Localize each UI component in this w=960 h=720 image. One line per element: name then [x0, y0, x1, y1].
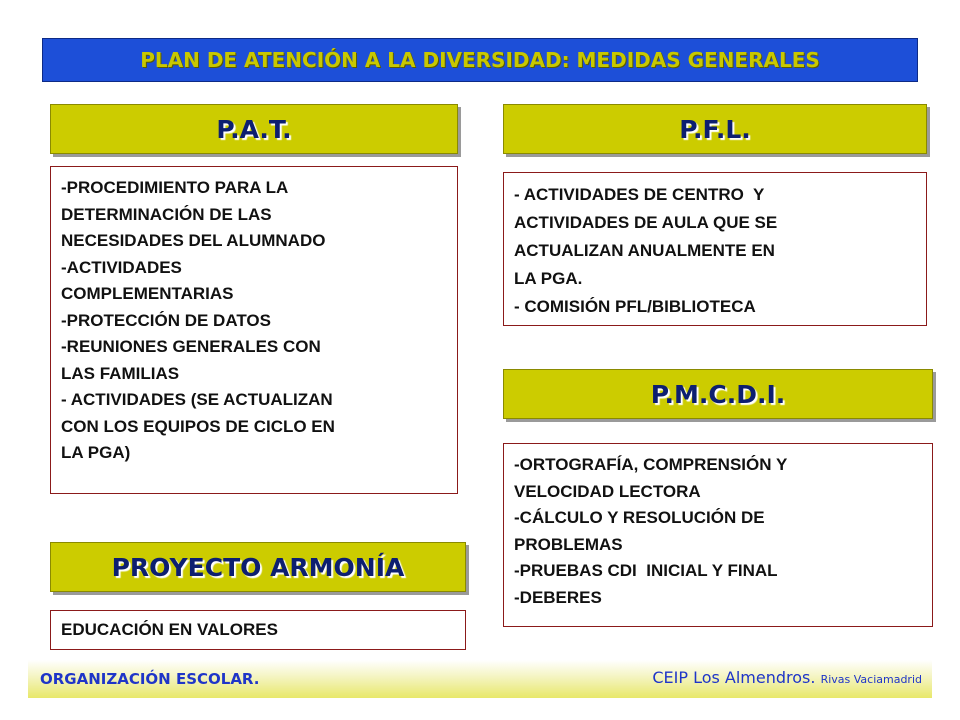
pmcdi-line: -DEBERES — [514, 587, 602, 607]
pat-line: -REUNIONES GENERALES CON — [61, 337, 321, 356]
pfl-heading: P.F.L. — [679, 114, 751, 144]
pat-line: - ACTIVIDADES (SE ACTUALIZAN — [61, 390, 333, 409]
slide-title: PLAN DE ATENCIÓN A LA DIVERSIDAD: MEDIDAS GENERALES — [140, 48, 820, 72]
footer-left-text: ORGANIZACIÓN ESCOLAR. — [40, 670, 260, 688]
pat-line: LA PGA) — [61, 443, 131, 462]
pfl-line: LA PGA. — [514, 269, 583, 288]
armonia-line: EDUCACIÓN EN VALORES — [61, 620, 278, 639]
pmcdi-line: -PRUEBAS CDI INICIAL Y FINAL — [514, 561, 778, 580]
pat-heading-box — [50, 104, 458, 154]
pat-line: -ACTIVIDADES — [61, 257, 182, 277]
pat-line: LAS FAMILIAS — [61, 363, 180, 383]
pfl-content-box — [503, 172, 927, 326]
pmcdi-content-box — [503, 443, 933, 627]
pat-line: NECESIDADES DEL ALUMNADO — [61, 231, 326, 250]
pmcdi-line: -ORTOGRAFÍA, COMPRENSIÓN Y — [514, 455, 788, 474]
armonia-heading: PROYECTO ARMONÍA — [111, 552, 405, 582]
pfl-line: - ACTIVIDADES DE CENTRO Y — [514, 185, 765, 204]
pat-line: CON LOS EQUIPOS DE CICLO EN — [61, 416, 335, 436]
pat-line: COMPLEMENTARIAS — [61, 284, 234, 303]
footer-town: Rivas Vaciamadrid — [820, 673, 922, 686]
footer-right-text — [652, 668, 922, 687]
slide-title-bar — [42, 38, 918, 82]
pat-content-box — [50, 166, 458, 494]
pfl-line: ACTIVIDADES DE AULA QUE SE — [514, 213, 778, 232]
armonia-content-box — [50, 610, 466, 650]
pmcdi-heading: P.M.C.D.I. — [650, 379, 786, 409]
pmcdi-line: VELOCIDAD LECTORA — [514, 481, 701, 501]
pfl-heading-box — [503, 104, 927, 154]
pat-line: -PROCEDIMIENTO PARA LA — [61, 178, 289, 197]
pat-line: DETERMINACIÓN DE LAS — [61, 204, 272, 224]
footer-school-name: CEIP Los Almendros. — [652, 668, 816, 687]
pat-heading: P.A.T. — [216, 114, 292, 144]
pmcdi-line: PROBLEMAS — [514, 534, 623, 554]
armonia-heading-box — [50, 542, 466, 592]
pmcdi-heading-box — [503, 369, 933, 419]
pfl-line: - COMISIÓN PFL/BIBLIOTECA — [514, 297, 756, 316]
pfl-line: ACTUALIZAN ANUALMENTE EN — [514, 241, 775, 260]
pmcdi-line: -CÁLCULO Y RESOLUCIÓN DE — [514, 508, 765, 527]
pat-line: -PROTECCIÓN DE DATOS — [61, 310, 271, 330]
